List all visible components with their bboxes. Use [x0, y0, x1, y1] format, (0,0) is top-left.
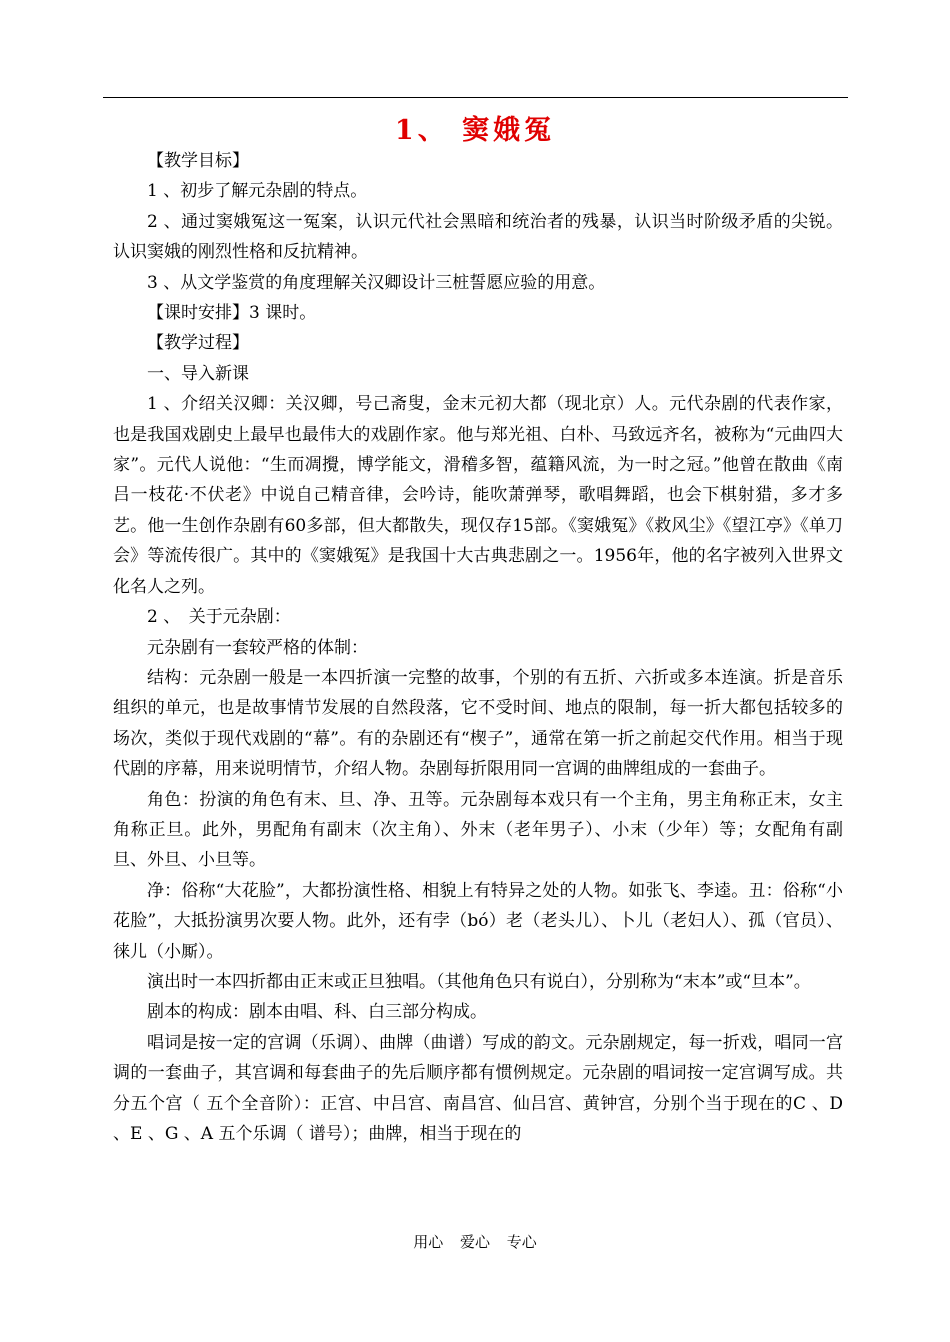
section-heading-process: 【教学过程】: [147, 333, 249, 354]
paragraph: 3 、从文学鉴赏的角度理解关汉卿设计三桩誓愿应验的用意。: [147, 272, 606, 293]
paragraph: 唱词是按一定的宫调（乐调）、曲牌（曲谱）写成的韵文。元杂剧规定，每一折戏，唱同一宫调的一套曲子，其宫调和每套曲子的先后顺序都有惯例规定。元杂剧的唱词按一定宫调写成。共分五个宫（ 五个全音阶）：正宫、中吕宫、南昌宫、仙吕宫、黄钟宫，分别个当于现在的C 、D 、E 、G 、A 五个乐调（ 谱号）；曲牌，相当于现在的: [113, 1032, 843, 1144]
paragraph: 剧本的构成：剧本由唱、科、白三部分构成。: [147, 1002, 487, 1023]
footer-text: 爱心: [459, 1233, 490, 1251]
paragraph: 1 、初步了解元杂剧的特点。: [147, 181, 368, 202]
footer-text: 用心: [413, 1233, 444, 1251]
paragraph: 结构：元杂剧一般是一本四折演一完整的故事，个别的有五折、六折或多本连演。折是音乐组织的单元，也是故事情节发展的自然段落，它不受时间、地点的限制，每一折大都包括较多的场次，类似于现代戏剧的“幕”。有的杂剧还有“楔子”，通常在第一折之前起交代作用。相当于现代剧的序幕，用来说明情节，介绍人物。杂剧每折限用同一宫调的曲牌组成的一套曲子。: [113, 667, 843, 780]
page-footer: [0, 1232, 950, 1252]
paragraph: 2 、通过窦娥冤这一冤案，认识元代社会黑暗和统治者的残暴，认识当时阶级矛盾的尖锐。认识窦娥的刚烈性格和反抗精神。: [113, 211, 843, 263]
header-rule: [103, 97, 848, 98]
paragraph: 演出时一本四折都由正末或正旦独唱。（其他角色只有说白），分别称为“末本”或“旦本”。: [147, 971, 811, 992]
document-body: [113, 146, 843, 1149]
paragraph: 1 、介绍关汉卿：关汉卿，号己斋叟，金末元初大都（现北京）人。元代杂剧的代表作家，也是我国戏剧史上最早也最伟大的戏剧作家。他与郑光祖、白朴、马致远齐名，被称为“元曲四大家”。元代人说他：“生而凋攪，博学能文，滑稽多智，蕴籍风流，为一时之冠。”他曾在散曲《南吕一枝花·不伏老》中说自己精音律，会吟诗，能吹萧弹琴，歌唱舞蹈，也会下棋射猎，多才多艺。他一生创作杂剧有60多部，但大都散失，现仅存15部。《窦娥冤》《救风尘》《望江亭》《单刀会》等流传很广。其中的《窦娥冤》是我国十大古典悲剧之一。1956年，他的名字被列入世界文化名人之列。: [113, 394, 843, 597]
paragraph: 元杂剧有一套较严格的体制：: [147, 637, 368, 658]
section-heading-schedule: 【课时安排】3 课时。: [147, 303, 317, 324]
footer-text: 专心: [506, 1233, 537, 1251]
paragraph: 2 、 关于元杂剧：: [147, 607, 291, 628]
paragraph: 角色：扮演的角色有末、旦、净、丑等。元杂剧每本戏只有一个主角，男主角称正末，女主角称正旦。此外，男配角有副末（次主角）、外末（老年男子）、小末（少年）等；女配角有副旦、外旦、小旦等。: [113, 789, 843, 871]
paragraph: 净：俗称“大花脸”，大都扮演性格、相貌上有特异之处的人物。如张飞、李逵。丑：俗称“小花脸”，大抵扮演男次要人物。此外，还有孛（bó）老（老头儿）、卜儿（老妇人）、孤（官员）、徕儿（小厮）。: [113, 880, 843, 962]
paragraph: 一、导入新课: [147, 363, 249, 384]
section-heading-goals: 【教学目标】: [147, 151, 249, 171]
page-title: 1、 窦娥冤: [394, 115, 556, 146]
